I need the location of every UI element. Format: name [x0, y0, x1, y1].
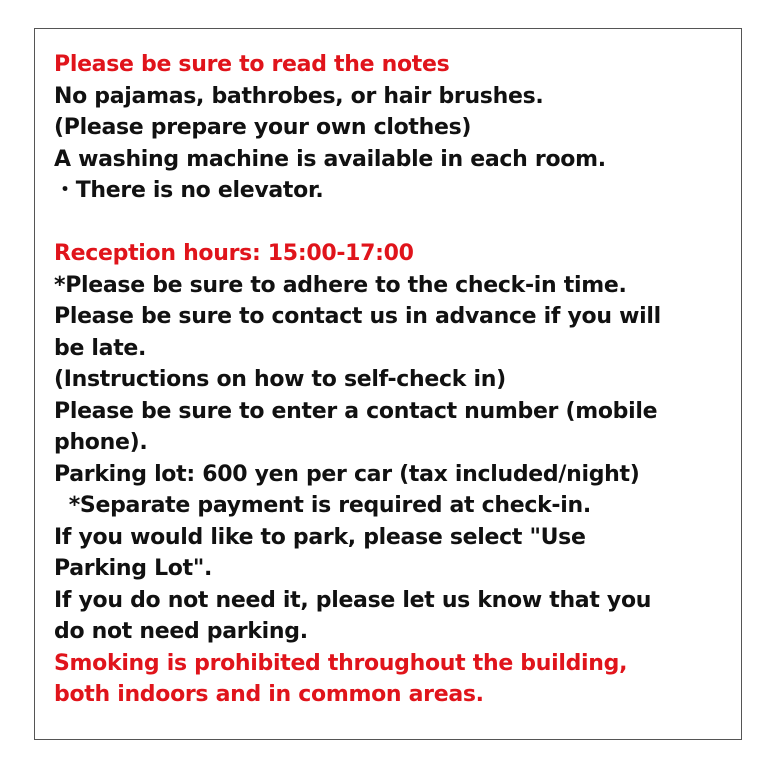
reception-line-parking-fee: Parking lot: 600 yen per car (tax included/night)	[54, 461, 640, 487]
notes-line-prepare-clothes: (Please prepare your own clothes)	[54, 115, 472, 140]
reception-line-checkin-time: *Please be sure to adhere to the check-in time.	[54, 272, 627, 298]
reception-line-no-parking-1: If you do not need it, please let us know that you	[54, 587, 652, 613]
notes-line-washing-machine: A washing machine is available in each room.	[54, 146, 606, 172]
notes-line-no-pajamas: No pajamas, bathrobes, or hair brushes.	[54, 83, 544, 109]
notes-line-no-elevator: ・There is no elevator.	[54, 178, 324, 203]
reception-line-contact-number-1: Please be sure to enter a contact number (mobile	[54, 398, 658, 424]
reception-line-contact-late-2: be late.	[54, 335, 147, 361]
reception-line-no-parking-2: do not need parking.	[54, 619, 308, 644]
reception-line-separate-payment: *Separate payment is required at check-in.	[54, 493, 591, 518]
reception-line-contact-number-2: phone).	[54, 430, 148, 455]
smoking-line-1: Smoking is prohibited throughout the building,	[54, 650, 628, 676]
notice-frame	[34, 28, 742, 740]
notice-text-block	[54, 49, 734, 711]
reception-line-use-parking-2: Parking Lot".	[54, 556, 213, 581]
reception-line-self-checkin: (Instructions on how to self-check in)	[54, 367, 506, 392]
reception-heading: Reception hours: 15:00-17:00	[54, 241, 414, 266]
reception-line-use-parking-1: If you would like to park, please select "Use	[54, 524, 586, 550]
reception-line-contact-late-1: Please be sure to contact us in advance if you will	[54, 304, 661, 329]
smoking-line-2: both indoors and in common areas.	[54, 682, 484, 707]
notes-heading: Please be sure to read the notes	[54, 52, 450, 77]
section-spacer	[54, 207, 734, 239]
